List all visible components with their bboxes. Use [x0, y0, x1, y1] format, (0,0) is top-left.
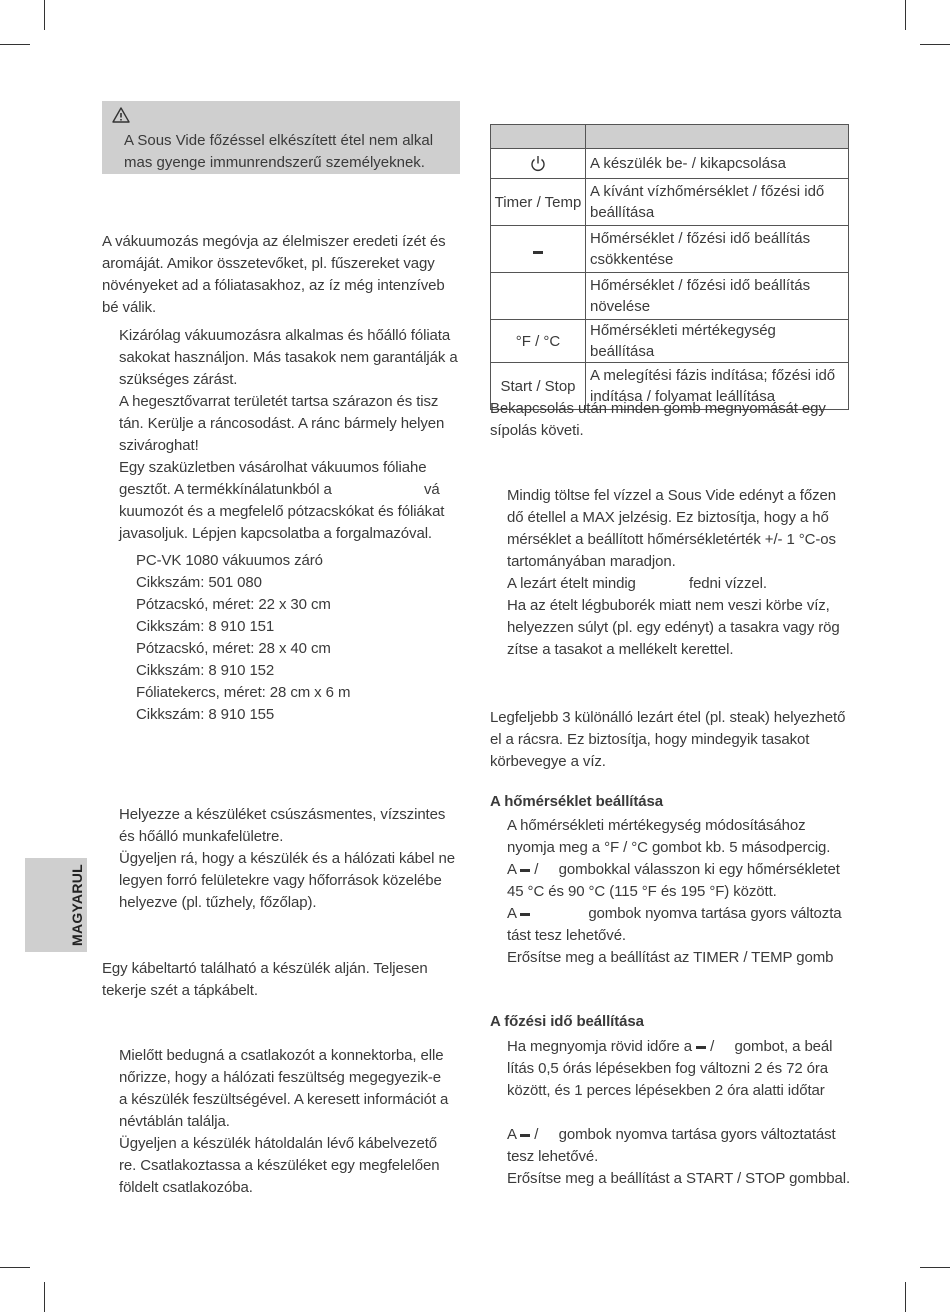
cable-storage-text: [102, 958, 428, 1002]
table-desc-line: Hőmérsékleti mértékegység beállítása: [590, 322, 776, 360]
crop-mark: [0, 1267, 30, 1268]
text-line: [507, 573, 840, 595]
warning-triangle-icon: [112, 107, 130, 123]
text-line: tartományában maradjon.: [507, 553, 676, 570]
text-line: Kizárólag vákuumozásra alkalmas és hőálló fóliata: [119, 327, 451, 344]
text-fragment: / gombot, a beál: [710, 1038, 833, 1055]
power-icon: [530, 155, 546, 173]
vacuum-intro: [102, 231, 446, 319]
text-line: tást tesz lehetővé.: [507, 927, 627, 944]
minus-icon: [520, 869, 530, 872]
table-desc-line: növelése: [590, 298, 651, 315]
crop-mark: [905, 1282, 906, 1312]
text-line: Egy kábeltartó található a készülék alján. Teljesen: [102, 960, 428, 977]
text-line: növényeket ad a fóliatasakhoz, az íz még intenzíveb: [102, 277, 445, 294]
table-row: [491, 179, 849, 226]
text-line: sípolás követi.: [490, 422, 584, 439]
table-header-cell: [491, 125, 586, 149]
table-desc-cell: [586, 149, 849, 179]
table-header-row: [491, 125, 849, 149]
text-line: javasoljuk. Lépjen kapcsolatba a forgalmazóval.: [119, 525, 432, 542]
cooking-time-instructions: [507, 1036, 850, 1190]
text-line: bé válik.: [102, 299, 157, 316]
table-desc-line: csökkentése: [590, 251, 674, 268]
text-line: Ügyeljen rá, hogy a készülék és a hálózati kábel ne: [119, 850, 455, 867]
text-fragment: A lezárt ételt mindig: [507, 575, 636, 592]
placement-instructions: [119, 804, 455, 914]
list-item: Cikkszám: 8 910 152: [136, 662, 275, 679]
list-item: Fóliatekercs, méret: 28 cm x 6 m: [136, 684, 351, 701]
table-row: [491, 149, 849, 179]
text-line: lítás 0,5 órás lépésekben fog változni 2 és 72 óra: [507, 1060, 829, 1077]
table-header-cell: [586, 125, 849, 149]
text-line: A hőmérsékleti mértékegység módosításához: [507, 817, 806, 834]
table-desc-line: Hőmérséklet / főzési idő beállítás: [590, 277, 811, 294]
crop-mark: [920, 1267, 950, 1268]
table-desc-line: A készülék be- / kikapcsolása: [590, 155, 786, 172]
table-desc-line: indítása / folyamat leállítása: [590, 388, 776, 405]
text-line: tekerje szét a tápkábelt.: [102, 982, 258, 999]
text-line: helyezve (pl. tűzhely, főzőlap).: [119, 894, 317, 911]
table-key-cell: Start / Stop: [491, 363, 586, 410]
controls-table: [490, 124, 849, 410]
text-fragment: A: [507, 861, 517, 878]
water-instructions: [507, 485, 840, 661]
warning-line: A Sous Vide főzéssel elkészített étel nem alkal: [124, 132, 434, 149]
rack-note: [490, 707, 845, 773]
text-line: dő étellel a MAX jelzésig. Ez biztosítja, hogy a hő: [507, 509, 829, 526]
text-line: Legfeljebb 3 különálló lezárt étel (pl. steak) helyezhető: [490, 709, 846, 726]
text-line: kuumozót és a megfelelő pótzacskókat és fóliákat: [119, 503, 445, 520]
text-line: helyezzen súlyt (pl. egy edényt) a tasakra vagy rög: [507, 619, 840, 636]
text-line: nőrizze, hogy a hálózati feszültség megegyezik-e: [119, 1069, 442, 1086]
minus-icon: [533, 251, 543, 254]
text-line: földelt csatlakozóba.: [119, 1179, 253, 1196]
text-fragment: / gombok nyomva tartása gyors változtatást: [534, 1126, 836, 1143]
text-fragment: A: [507, 1126, 517, 1143]
language-side-tab: [25, 858, 87, 952]
table-desc-line: beállítása: [590, 204, 655, 221]
text-line: A vákuumozás megóvja az élelmiszer eredeti ízét és: [102, 233, 446, 250]
text-line: [507, 1124, 850, 1146]
table-key-cell: [491, 273, 586, 320]
text-line: A hegesztővarrat területét tartsa szárazon és tisz: [119, 393, 439, 410]
crop-mark: [44, 1282, 45, 1312]
text-line: Ha az ételt légbuborék miatt nem veszi körbe víz,: [507, 597, 830, 614]
text-line: el a rácsra. Ez biztosítja, hogy mindegyik tasakot: [490, 731, 810, 748]
table-desc-cell: [586, 179, 849, 226]
table-key-cell: [491, 226, 586, 273]
table-row: [491, 226, 849, 273]
list-item: Pótzacskó, méret: 22 x 30 cm: [136, 596, 331, 613]
text-line: [507, 1036, 850, 1058]
list-item: PC-VK 1080 vákuumos záró: [136, 552, 323, 569]
product-list: [136, 550, 350, 726]
text-line: [119, 479, 459, 501]
text-line: re. Csatlakoztassa a készüléket egy megfelelően: [119, 1157, 440, 1174]
crop-mark: [905, 0, 906, 30]
text-line: [507, 859, 842, 881]
crop-mark: [0, 44, 30, 45]
text-fragment: vá: [424, 481, 440, 498]
beep-note: [490, 398, 826, 442]
bags-instructions: [119, 325, 459, 545]
text-fragment: Ha megnyomja rövid időre a: [507, 1038, 692, 1055]
list-item: Cikkszám: 8 910 155: [136, 706, 275, 723]
text-fragment: A: [507, 905, 517, 922]
text-fragment: / gombokkal válasszon ki egy hőmérsékletet: [534, 861, 840, 878]
text-line: szükséges zárást.: [119, 371, 238, 388]
text-line: Bekapcsolás után minden gomb megnyomását egy: [490, 400, 826, 417]
text-line: zítse a tasakot a mellékelt kerettel.: [507, 641, 734, 658]
warning-box: [102, 101, 460, 174]
electrical-instructions: [119, 1045, 448, 1199]
table-key-cell: Timer / Temp: [491, 179, 586, 226]
minus-icon: [696, 1046, 706, 1049]
text-line: és hőálló munkafelületre.: [119, 828, 284, 845]
text-line: [507, 903, 842, 925]
text-fragment: fedni vízzel.: [689, 575, 767, 592]
crop-mark: [44, 0, 45, 30]
text-line: sakokat használjon. Más tasakok nem garantálják a: [119, 349, 458, 366]
warning-text: [124, 130, 433, 174]
table-desc-cell: [586, 320, 849, 363]
table-key-cell: °F / °C: [491, 320, 586, 363]
text-line: legyen forró felületekre vagy hőforrások közelébe: [119, 872, 442, 889]
table-row: [491, 273, 849, 320]
table-key-cell: [491, 149, 586, 179]
text-line: Mielőtt bedugná a csatlakozót a konnektorba, elle: [119, 1047, 444, 1064]
table-desc-line: Hőmérséklet / főzési idő beállítás: [590, 230, 811, 247]
text-line: között, és 1 perces lépésekben 2 óra alatti időtar: [507, 1082, 825, 1099]
table-desc-line: A melegítési fázis indítása; főzési idő: [590, 367, 836, 384]
text-line: mérséklet a beállított hőmérsékletérték +/- 1 °C-os: [507, 531, 836, 548]
table-row: [491, 320, 849, 363]
text-line: Helyezze a készüléket csúszásmentes, vízszintes: [119, 806, 446, 823]
text-line: Mindig töltse fel vízzel a Sous Vide edényt a főzen: [507, 487, 836, 504]
list-item: Pótzacskó, méret: 28 x 40 cm: [136, 640, 331, 657]
text-line: körbevegye a víz.: [490, 753, 606, 770]
table-desc-line: A kívánt vízhőmérséklet / főzési idő: [590, 183, 825, 200]
table-desc-cell: [586, 226, 849, 273]
table-desc-cell: [586, 273, 849, 320]
language-label: MAGYARUL: [69, 864, 85, 946]
text-line: Erősítse meg a beállítást a START / STOP gombbal.: [507, 1170, 851, 1187]
text-line: tesz lehetővé.: [507, 1148, 599, 1165]
warning-line: mas gyenge immunrendszerű személyeknek.: [124, 154, 425, 171]
text-line: Ügyeljen a készülék hátoldalán lévő kábelvezető: [119, 1135, 438, 1152]
cooking-time-heading: A főzési idő beállítása: [490, 1013, 644, 1030]
minus-icon: [520, 1134, 530, 1137]
text-fragment: gombok nyomva tartása gyors változta: [588, 905, 842, 922]
temperature-instructions: [507, 815, 842, 969]
text-line: Egy szaküzletben vásárolhat vákuumos fóliahe: [119, 459, 427, 476]
list-item: Cikkszám: 501 080: [136, 574, 262, 591]
text-line: Erősítse meg a beállítást az TIMER / TEMP gomb: [507, 949, 834, 966]
temperature-heading: A hőmérséklet beállítása: [490, 793, 663, 810]
text-line: aromáját. Amikor összetevőket, pl. fűszereket vagy: [102, 255, 435, 272]
text-line: 45 °C és 90 °C (115 °F és 195 °F) között.: [507, 883, 777, 900]
text-line: nyomja meg a °F / °C gombot kb. 5 másodpercig.: [507, 839, 831, 856]
text-line: tán. Kerülje a ráncosodást. A ránc bármely helyen: [119, 415, 445, 432]
text-line: szivároghat!: [119, 437, 199, 454]
minus-icon: [520, 913, 530, 916]
crop-mark: [920, 44, 950, 45]
text-line: névtáblán találja.: [119, 1113, 230, 1130]
text-fragment: gesztőt. A termékkínálatunkból a: [119, 481, 332, 498]
text-line: a készülék feszültségével. A keresett információt a: [119, 1091, 449, 1108]
list-item: Cikkszám: 8 910 151: [136, 618, 275, 635]
